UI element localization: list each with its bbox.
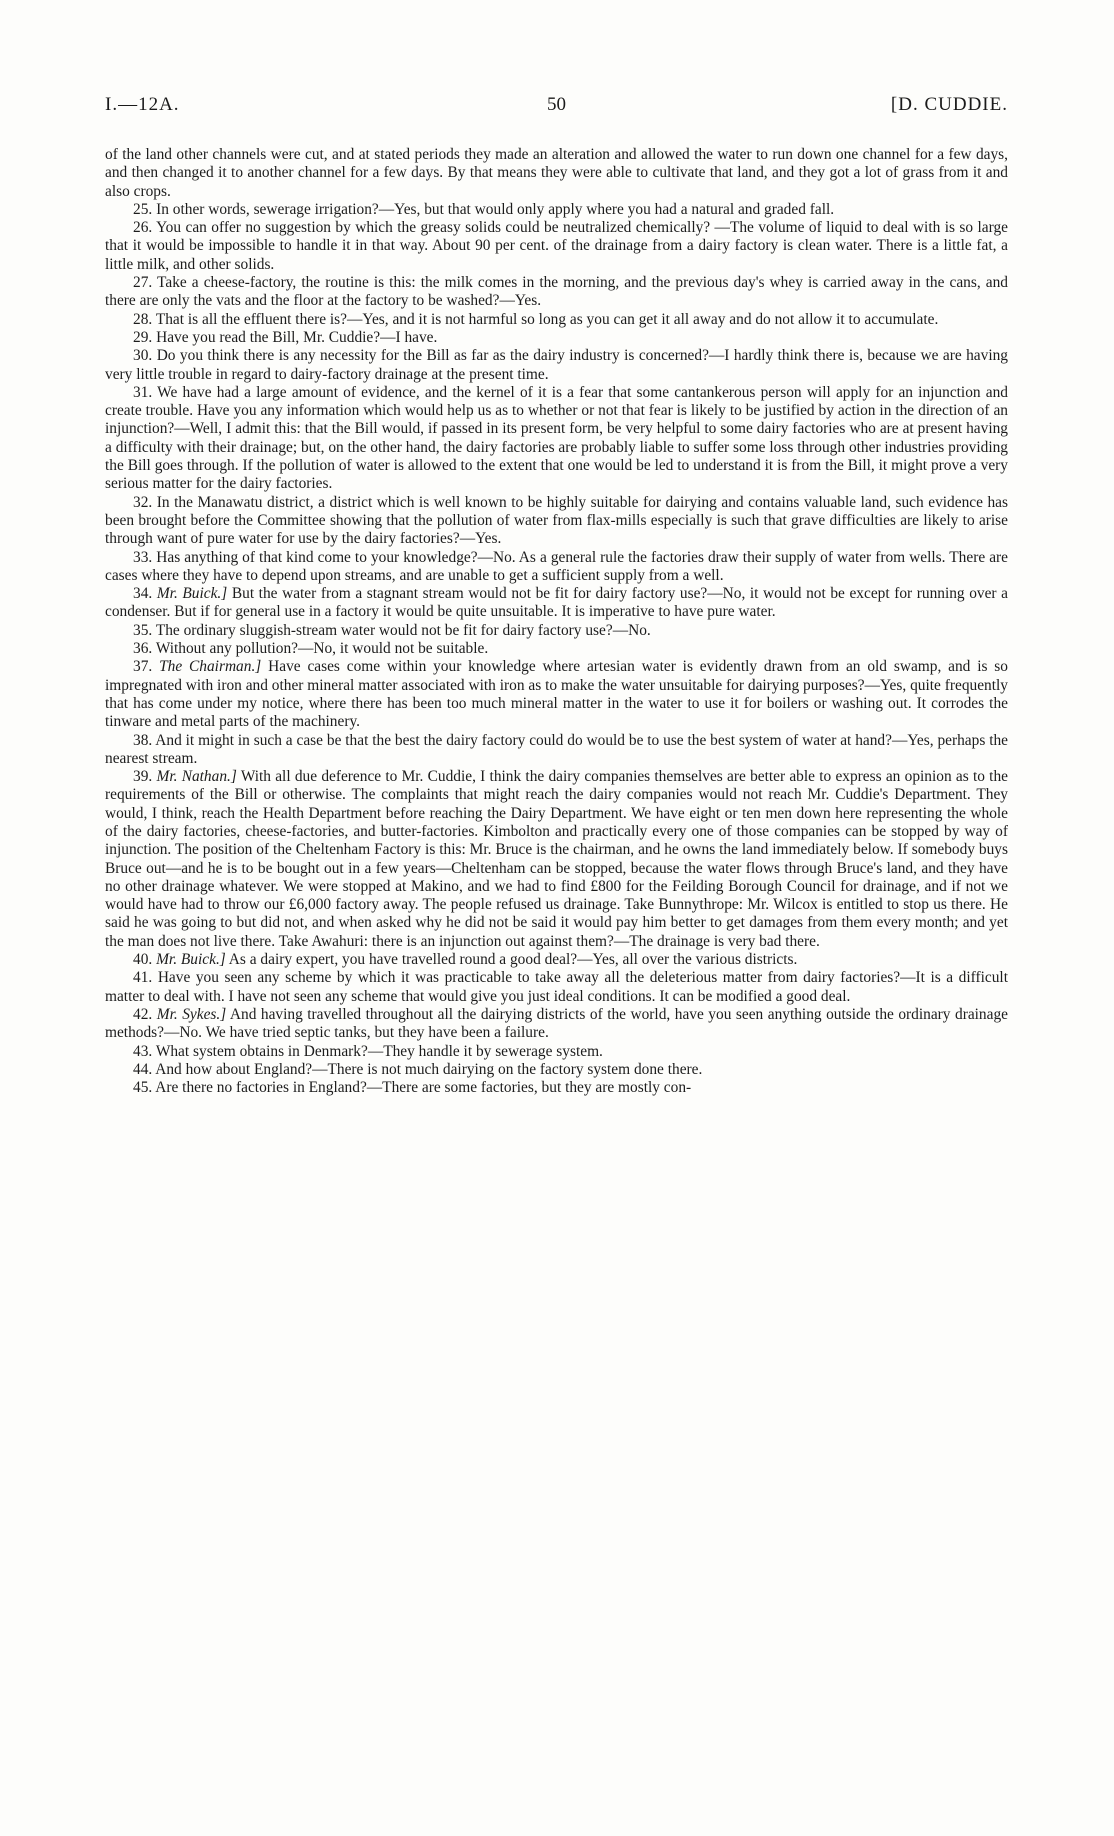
speaker: The Chairman.] [159, 658, 262, 676]
paragraph: 31. We have had a large amount of evidence, and the kernel of it is a fear that some cantankerous person will apply for an injunction and create trouble. Have you any information which would help us as to whether or not that fear is likely to be justified by action in the direction of an injunction?—Well, I admit this: that the Bill would, if passed in its present form, be very helpful to some dairy factories who are at present having a difficulty with their drainage; but, on the other hand, the dairy factories are probably liable to suffer some loss through other industries providing the Bill goes through. If the pollution of water is allowed to the extent that one would be led to understand it is from the Bill, it might prove a very serious matter for the dairy factories. [105, 383, 1009, 493]
page-body [105, 146, 1008, 1097]
paragraph-number: 28. [133, 310, 153, 328]
paragraph: 25. In other words, sewerage irrigation?—Yes, but that would only apply where you had a natural and graded fall. [133, 200, 835, 218]
paragraph-number: 29. [133, 328, 153, 346]
paragraph: of the land other channels were cut, and at stated periods they made an alteration and allowed the water to run down one channel for a few days, and then changed it to another channel for a few days. By that means they were able to cultivate that land, and they got a lot of grass from it and also crops. [105, 146, 1008, 200]
paragraph: 26. You can offer no suggestion by which the greasy solids could be neutralized chemically? —The volume of liquid to deal with is so large that it would be impossible to handle it in that way. About 90 per cent. of the drainage from a dairy factory is clean water. There is a little fat, a little milk, and other solids. [105, 219, 1008, 273]
paragraph: 29. Have you read the Bill, Mr. Cuddie?—I have. [133, 328, 438, 346]
paragraph-number: 38. [133, 731, 153, 749]
paragraph-number: 34. [133, 585, 153, 603]
witness-name: [D. CUDDIE. [890, 94, 1008, 115]
paragraph: 44. And how about England?—There is not much dairying on the factory system done there. [133, 1060, 703, 1078]
paragraph: 34. Mr. Buick.] But the water from a stagnant stream would not be fit for dairy factory use?—No, it would not be except for running over a condenser. But if for general use in a factory it would be quite unsuitable. It is imperative to have pure water. [105, 585, 1008, 621]
paragraph: 41. Have you seen any scheme by which it was practicable to take away all the deleterious matter from dairy factories?—It is a difficult matter to deal with. I have not seen any scheme that would give you just ideal conditions. It can be modified a good deal. [105, 969, 1008, 1005]
speaker: Mr. Sykes.] [156, 1005, 227, 1023]
paragraph-number: 31. [133, 383, 153, 401]
paragraph-number: 39. [133, 768, 153, 786]
paragraph: 30. Do you think there is any necessity for the Bill as far as the dairy industry is concerned?—I hardly think there is, because we are having very little trouble in regard to dairy-factory drainage at the present time. [105, 347, 1008, 383]
paragraph-number: 37. [133, 658, 153, 676]
paragraph-number: 27. [133, 274, 153, 292]
speaker: Mr. Nathan.] [156, 768, 237, 786]
speaker: Mr. Buick.] [156, 951, 226, 969]
paragraph-number: 36. [133, 640, 153, 658]
paragraph: 40. Mr. Buick.] As a dairy expert, you have travelled round a good deal?—Yes, all over the various districts. [133, 951, 798, 969]
paragraph: 38. And it might in such a case be that the best the dairy factory could do would be to use the best system of water at hand?—Yes, perhaps the nearest stream. [105, 731, 1008, 767]
paragraph: 33. Has anything of that kind come to your knowledge?—No. As a general rule the factories draw their supply of water from wells. There are cases where they have to depend upon streams, and are unable to get a sufficient supply from a well. [105, 548, 1008, 584]
paragraph: 28. That is all the effluent there is?—Yes, and it is not harmful so long as you can get it all away and do not allow it to accumulate. [133, 310, 939, 328]
paragraph: 27. Take a cheese-factory, the routine is this: the milk comes in the morning, and the previous day's whey is carried away in the cans, and there are only the vats and the floor at the factory to be washed?—Yes. [105, 274, 1008, 310]
paragraph: 39. Mr. Nathan.] With all due deference to Mr. Cuddie, I think the dairy companies themselves are better able to express an opinion as to the requirements of the Bill or otherwise. The complaints that might reach the dairy companies would not reach Mr. Cuddie's Department. They would, I think, reach the Health Department before reaching the Dairy Department. We have eight or ten men down here representing the whole of the dairy factories, cheese-factories, and butter-factories. Kimbolton and practically every one of those companies can be stopped by way of injunction. The position of the Cheltenham Factory is this: Mr. Bruce is the chairman, and he owns the land immediately below. If somebody buys Bruce out—and he is to be bought out in a few years—Cheltenham can be stopped, because the water flows through Bruce's land, and they have no other drainage whatever. We were stopped at Makino, and we had to find £800 for the Feilding Borough Council for drainage, and if not we would have had to throw our £6,000 factory away. The people refused us drainage. Take Bunnythrope: Mr. Wilcox is entitled to stop us there. He said he was going to but did not, and when asked why he did not be said it would pay him better to get damages from them every month; and yet the man does not live there. Take Awahuri: there is an injunction out against them?—The drainage is very bad there. [105, 768, 1008, 950]
paragraph-number: 45. [133, 1079, 153, 1097]
paragraph-number: 40. [133, 951, 153, 969]
paragraph-number: 42. [133, 1005, 153, 1023]
speaker: Mr. Buick.] [156, 585, 228, 603]
paragraph: 35. The ordinary sluggish-stream water would not be fit for dairy factory use?—No. [133, 621, 651, 639]
paragraph-number: 43. [133, 1042, 153, 1060]
paragraph: 42. Mr. Sykes.] And having travelled throughout all the dairying districts of the world, have you seen anything outside the ordinary drainage methods?—No. We have tried septic tanks, but they have been a failure. [105, 1005, 1008, 1042]
paragraph-number: 32. [133, 493, 153, 511]
paragraph-number: 41. [133, 969, 153, 987]
page-number: 50 [547, 94, 566, 115]
paragraph-number: 25. [133, 200, 153, 218]
paragraph: 43. What system obtains in Denmark?—They handle it by sewerage system. [133, 1042, 603, 1060]
paragraph-number: 35. [133, 621, 153, 639]
paragraph: 32. In the Manawatu district, a district which is well known to be highly suitable for dairying and contains valuable land, such evidence has been brought before the Committee showing that the pollution of water from flax-mills especially is such that grave difficulties are likely to arise through want of pure water for use by the dairy factories?—Yes. [105, 493, 1008, 548]
paragraph: 37. The Chairman.] Have cases come within your knowledge where artesian water is evidently drawn from an old swamp, and is so impregnated with iron and other mineral matter associated with iron as to make the water unsuitable for dairying purposes?—Yes, quite frequently that has come under my notice, where there has been too much mineral matter in the water to use it for boilers or washing out. It corrodes the tinware and metal parts of the machinery. [105, 658, 1008, 731]
paragraph-number: 44. [133, 1060, 153, 1078]
page-header [105, 94, 1008, 124]
paragraph-number: 26. [133, 219, 153, 237]
paragraph-number: 30. [133, 347, 153, 365]
document-reference: I.—12A. [105, 94, 180, 115]
paragraph: 45. Are there no factories in England?—There are some factories, but they are mostly con- [133, 1079, 692, 1097]
paragraph-number: 33. [133, 548, 153, 566]
paragraph: 36. Without any pollution?—No, it would not be suitable. [133, 640, 489, 658]
